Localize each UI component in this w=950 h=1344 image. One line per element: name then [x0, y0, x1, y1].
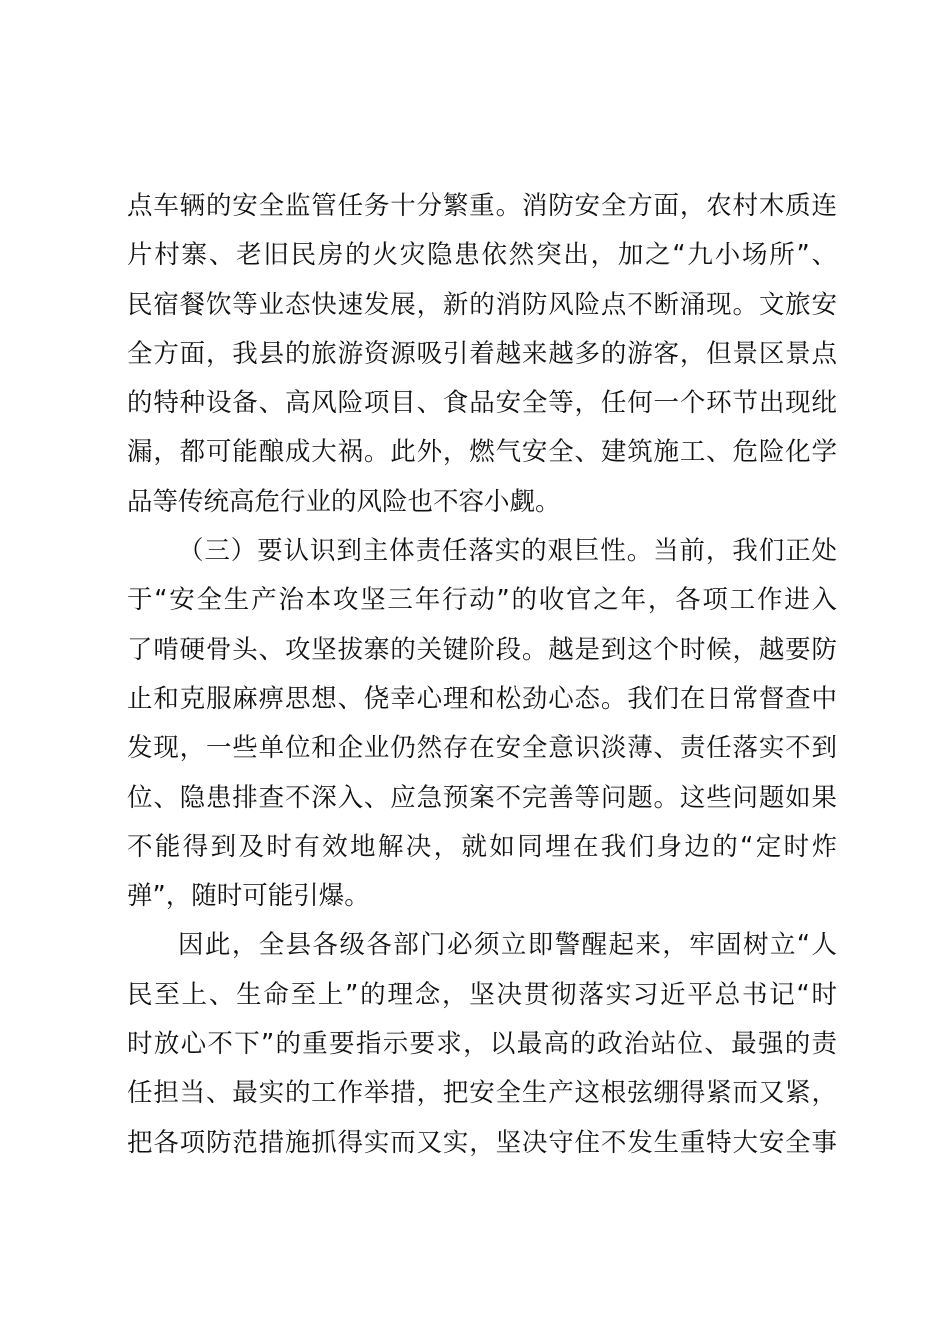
text-line: 发现，一些单位和企业仍然存在安全意识淡薄、责任落实不到	[127, 733, 837, 764]
text-line: 民宿餐饮等业态快速发展，新的消防风险点不断涌现。文旅安	[127, 289, 837, 320]
paragraph-conclusion	[127, 921, 837, 1167]
text-line: 的特种设备、高风险项目、食品安全等，任何一个环节出现纰	[127, 388, 837, 419]
text-line: 时放心不下”的重要指示要求，以最高的政治站位、最强的责	[127, 1029, 837, 1060]
text-line: 品等传统高危行业的风险也不容小觑。	[127, 486, 561, 517]
text-line: 因此，全县各级各部门必须立即警醒起来，牢固树立“人	[178, 930, 837, 961]
paragraph-responsibility	[127, 527, 837, 921]
text-line: 不能得到及时有效地解决，就如同埋在我们身边的“定时炸	[127, 831, 837, 862]
text-line: 民至上、生命至上”的理念，坚决贯彻落实习近平总书记“时	[127, 979, 837, 1010]
text-line: 任担当、最实的工作举措，把安全生产这根弦绷得紧而又紧，	[127, 1078, 837, 1109]
text-line: 漏，都可能酿成大祸。此外，燃气安全、建筑施工、危险化学	[127, 437, 837, 468]
text-line: 全方面，我县的旅游资源吸引着越来越多的游客，但景区景点	[127, 338, 837, 369]
text-line: 点车辆的安全监管任务十分繁重。消防安全方面，农村木质连	[127, 191, 837, 221]
text-line: 弹”，随时可能引爆。	[127, 881, 370, 912]
paragraph-fire-tourism-risks	[127, 182, 837, 527]
text-line: （三）要认识到主体责任落实的艰巨性。当前，我们正处	[178, 536, 837, 567]
document-body	[127, 182, 837, 1168]
text-line: 止和克服麻痹思想、侥幸心理和松劲心态。我们在日常督查中	[127, 683, 837, 714]
text-line: 位、隐患排查不深入、应急预案不完善等问题。这些问题如果	[127, 782, 837, 813]
text-line: 把各项防范措施抓得实而又实，坚决守住不发生重特大安全事	[127, 1127, 837, 1158]
text-line: 于“安全生产治本攻坚三年行动”的收官之年，各项工作进入	[127, 585, 837, 616]
text-line: 片村寨、老旧民房的火灾隐患依然突出，加之“九小场所”、	[127, 240, 837, 271]
text-line: 了啃硬骨头、攻坚拔寨的关键阶段。越是到这个时候，越要防	[127, 634, 837, 665]
